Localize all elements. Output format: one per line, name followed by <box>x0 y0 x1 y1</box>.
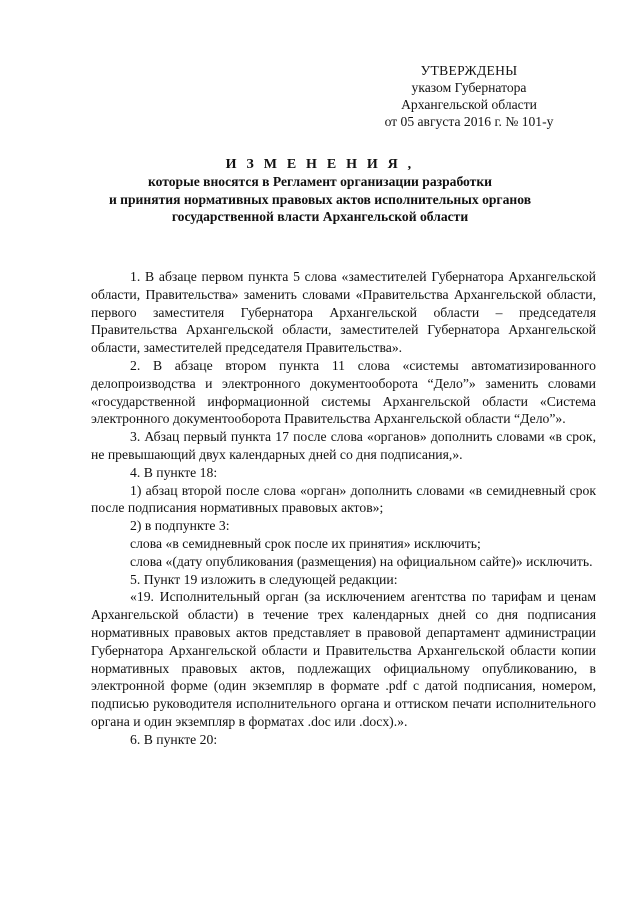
approval-issuer: указом Губернатора <box>411 80 527 95</box>
approval-region: Архангельской области <box>401 97 537 112</box>
approval-date-number: от 05 августа 2016 г. № 101-у <box>384 114 554 129</box>
paragraph-5-quote: «19. Исполнительный орган (за исключением агентства по тарифам и ценам Архангельской области) в течение трех календарных дней со дня подписания нормативных правовых актов представляет в правовой департамент администрации Губернатора Архангельской области и Правительства Архангельской области копии нормативных правовых актов, подлежащих официальному опубликованию, в электронной форме (один экземпляр в формате .pdf с датой подписания, номером, подписью руководителя исполнительного органа и оттиском печати исполнительного органа и один экземпляр в форматах .doc или .docx).». <box>91 589 596 729</box>
paragraph-4-1: 1) абзац второй после слова «орган» дополнить словами «в семидневный срок после подписания нормативных правовых актов»; <box>91 482 596 516</box>
paragraph-4-2: 2) в подпункте 3: <box>130 518 230 534</box>
paragraph-3: 3. Абзац первый пункта 17 после слова «органов» дополнить словами «в срок, не превышающий двух календарных дней со дня подписания,». <box>91 429 596 462</box>
approval-stamp <box>354 62 584 130</box>
title-line: которые вносятся в Регламент организации разработки <box>147 174 493 190</box>
paragraph-4-2-a: слова «в семидневный срок после их принятия» исключить; <box>130 535 481 551</box>
paragraph-1: 1. В абзаце первом пункта 5 слова «заместителей Губернатора Архангельской области, Правительства» заменить словами «Правительства Архангельской области, первого заместителя Губернатора Архангельской области – председателя Правительства Архангельской области, заместителей Губернатора Архангельской области, заместителей председателя Правительства». <box>91 269 596 356</box>
paragraph-5: 5. Пункт 19 изложить в следующей редакции: <box>130 571 398 587</box>
title-line: и принятия нормативных правовых актов исполнительных органов <box>108 191 532 207</box>
title-line: государственной власти Архангельской области <box>171 209 469 225</box>
document-title <box>60 156 580 226</box>
approval-heading: УТВЕРЖДЕНЫ <box>420 63 518 78</box>
paragraph-2: 2. В абзаце втором пункта 11 слова «системы автоматизированного делопроизводства и электронного документооборота “Дело”» заменить словами «государственной информационной системы Архангельской области «Система электронного документооборота Правительства Архангельской области “Дело”». <box>91 357 596 427</box>
paragraph-6: 6. В пункте 20: <box>130 731 218 747</box>
document-body <box>91 268 596 749</box>
paragraph-4-2-b: слова «(дату опубликования (размещения) на официальном сайте)» исключить. <box>130 553 593 569</box>
paragraph-4: 4. В пункте 18: <box>130 464 218 480</box>
title-heading: И З М Е Н Е Н И Я , <box>225 157 415 172</box>
